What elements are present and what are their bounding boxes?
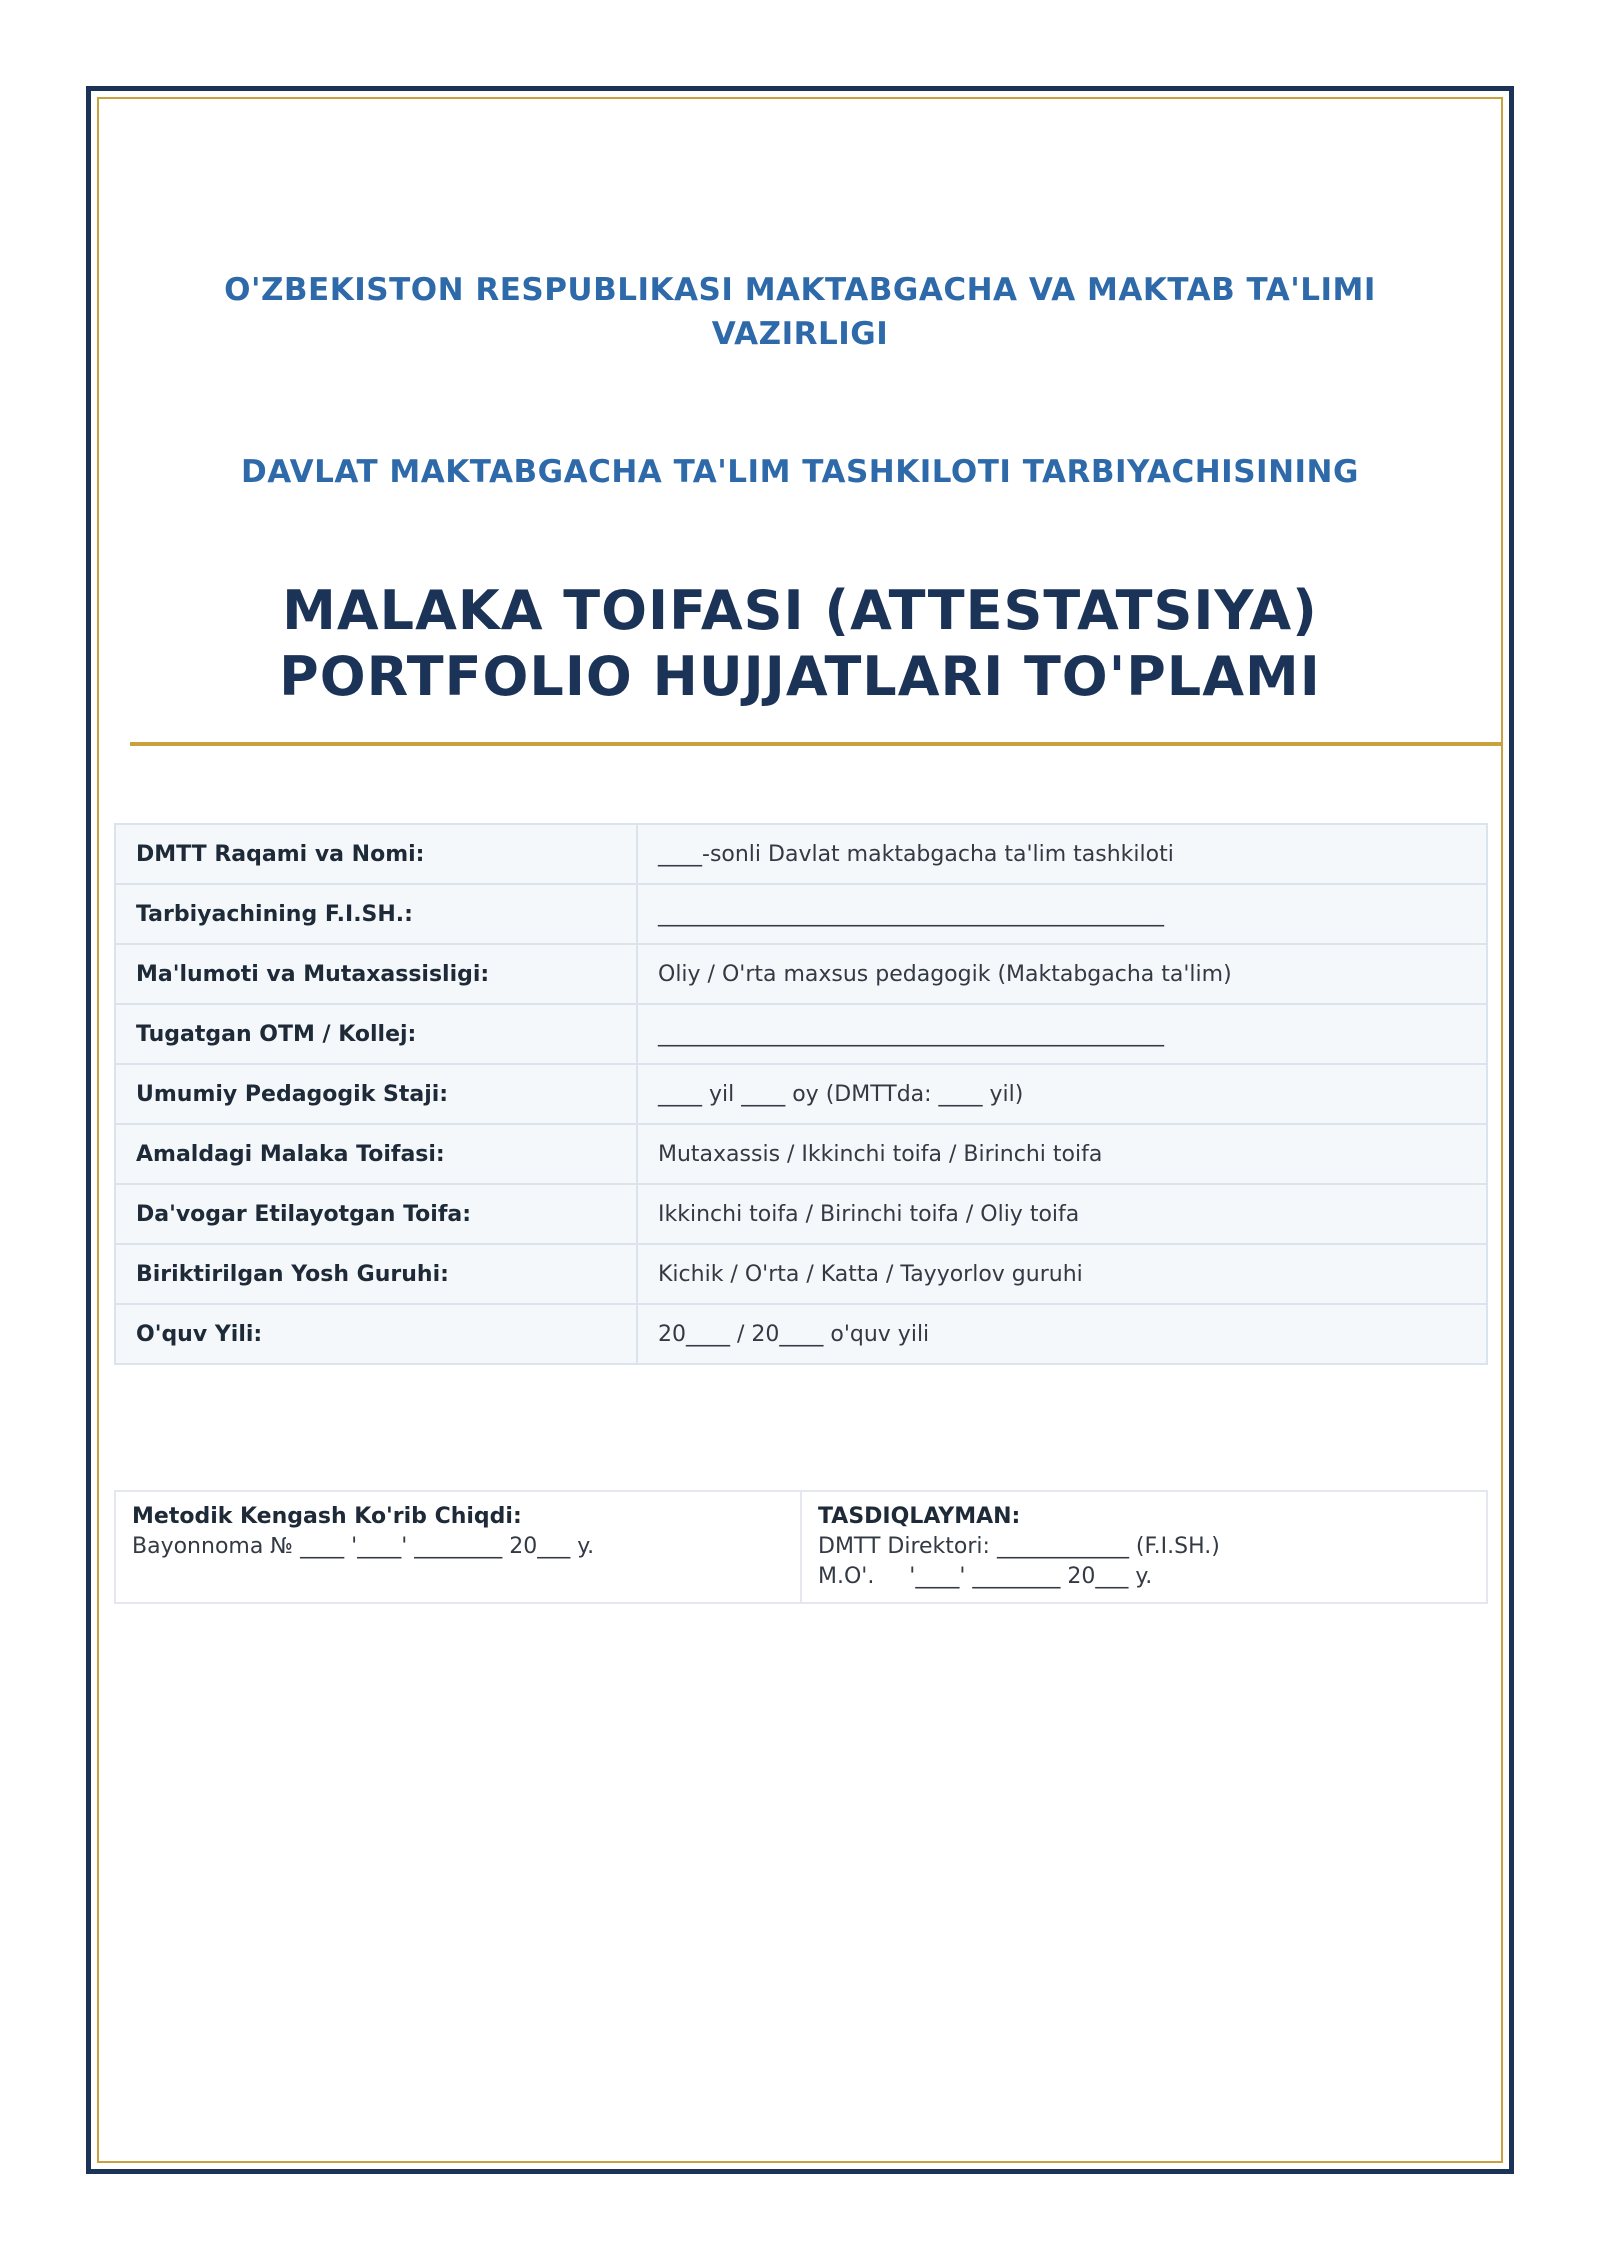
row-value: Mutaxassis / Ikkinchi toifa / Birinchi toifa [637,1124,1487,1184]
title-divider [130,742,1503,746]
row-label: Da'vogar Etilayotgan Toifa: [115,1184,637,1244]
row-value: ____ yil ____ oy (DMTTda: ____ yil) [637,1064,1487,1124]
title-line-1: MALAKA TOIFASI (ATTESTATSIYA) [282,579,1318,642]
row-value: Ikkinchi toifa / Birinchi toifa / Oliy toifa [637,1184,1487,1244]
signature-row [115,1491,1487,1603]
row-label: Tugatgan OTM / Kollej: [115,1004,637,1064]
title-line-2: PORTFOLIO HUJJATLARI TO'PLAMI [279,645,1321,708]
methodical-council-heading: Metodik Kengash Ko'rib Chiqdi: [132,1504,522,1529]
table-row [115,944,1487,1004]
organization-heading: DAVLAT MAKTABGACHA TA'LIM TASHKILOTI TARBIYACHISINING [241,454,1359,490]
table-row [115,1064,1487,1124]
row-value: Oliy / O'rta maxsus pedagogik (Maktabgacha ta'lim) [637,944,1487,1004]
ministry-heading [160,268,1440,356]
table-row [115,1244,1487,1304]
stamp-date-line: M.O'. '____' ________ 20___ y. [818,1564,1153,1589]
row-label: Amaldagi Malaka Toifasi: [115,1124,637,1184]
row-label: Umumiy Pedagogik Staji: [115,1064,637,1124]
approval-block [801,1491,1487,1603]
row-value: ______________________________________________ [637,1004,1487,1064]
ministry-line-2: VAZIRLIGI [711,316,889,352]
table-row [115,1304,1487,1364]
row-value: 20____ / 20____ o'quv yili [637,1304,1487,1364]
row-value: ______________________________________________ [637,884,1487,944]
row-value: ____-sonli Davlat maktabgacha ta'lim tashkiloti [637,824,1487,884]
row-label: O'quv Yili: [115,1304,637,1364]
info-table [114,823,1488,1365]
document-title [160,578,1440,710]
row-label: DMTT Raqami va Nomi: [115,824,637,884]
signature-table [114,1490,1488,1604]
approval-heading: TASDIQLAYMAN: [818,1504,1021,1529]
row-label: Biriktirilgan Yosh Guruhi: [115,1244,637,1304]
director-line: DMTT Direktori: ____________ (F.I.SH.) [818,1534,1220,1559]
table-row [115,1184,1487,1244]
row-label: Tarbiyachining F.I.SH.: [115,884,637,944]
table-row [115,824,1487,884]
row-value: Kichik / O'rta / Katta / Tayyorlov guruhi [637,1244,1487,1304]
methodical-council-block [115,1491,801,1603]
protocol-line: Bayonnoma № ____ '____' ________ 20___ y. [132,1534,595,1559]
row-label: Ma'lumoti va Mutaxassisligi: [115,944,637,1004]
ministry-line-1: O'ZBEKISTON RESPUBLIKASI MAKTABGACHA VA MAKTAB TA'LIMI [224,272,1376,308]
table-row [115,1124,1487,1184]
table-row [115,1004,1487,1064]
table-row [115,884,1487,944]
